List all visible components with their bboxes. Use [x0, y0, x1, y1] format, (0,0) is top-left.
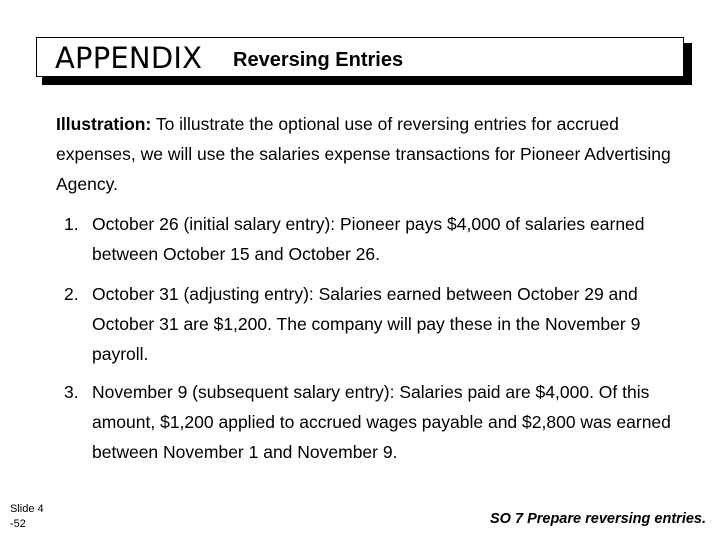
intro-label: Illustration: [56, 114, 152, 134]
list-item [64, 209, 684, 269]
list-item-number: 3. [64, 382, 79, 402]
intro-text: To illustrate the optional use of reversing entries for accrued expenses, we will use the salaries expense transactions for Pioneer Advertising Agency. [56, 114, 671, 194]
intro-paragraph [56, 109, 676, 199]
list-item-text: October 26 (initial salary entry): Pioneer pays $4,000 of salaries earned between October 15 and October 26. [92, 214, 645, 264]
list-item [64, 279, 684, 369]
page-title: APPENDIX [55, 41, 203, 75]
list-item-number: 1. [64, 214, 79, 234]
list-item-text: November 9 (subsequent salary entry): Salaries paid are $4,000. Of this amount, $1,200 applied to accrued wages payable and $2,800 was earned between November 1 and November 9. [92, 382, 671, 462]
title-banner [36, 37, 684, 77]
list-item-text: October 31 (adjusting entry): Salaries earned between October 29 and October 31 are $1,200. The company will pay these in the November 9 payroll. [92, 284, 641, 364]
slide-number: Slide 4 -52 [10, 503, 44, 530]
page-subtitle: Reversing Entries [233, 49, 404, 71]
list-item [64, 377, 684, 467]
list-item-number: 2. [64, 284, 79, 304]
study-objective: SO 7 Prepare reversing entries. [490, 511, 706, 527]
